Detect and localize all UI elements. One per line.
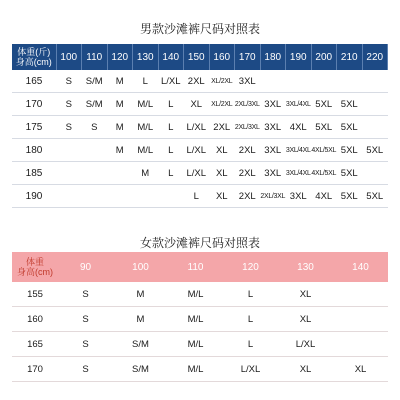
women-size-cell — [333, 332, 388, 357]
men-size-cell: L/XL — [184, 116, 210, 139]
women-weight-header: 120 — [223, 252, 278, 282]
men-size-cell — [56, 162, 82, 185]
men-size-cell: 3XL — [260, 162, 286, 185]
men-size-cell: 2XL/3XL — [235, 116, 261, 139]
women-size-cell — [333, 282, 388, 307]
men-size-cell: XL/2XL — [209, 93, 235, 116]
men-size-cell: 3XL/4XL — [286, 139, 312, 162]
men-size-cell: L — [184, 185, 210, 208]
women-table-row — [12, 282, 388, 307]
men-size-cell: L/XL — [184, 162, 210, 185]
men-size-cell: 2XL — [209, 116, 235, 139]
men-size-cell: 2XL — [184, 70, 210, 93]
men-size-cell: M — [133, 162, 159, 185]
women-size-cell: XL — [333, 357, 388, 382]
men-size-cell: S — [56, 93, 82, 116]
men-weight-header: 150 — [184, 44, 210, 70]
men-size-cell: S — [56, 116, 82, 139]
men-size-cell: 4XL — [311, 185, 337, 208]
men-size-cell: 5XL — [337, 116, 363, 139]
men-size-cell: 5XL — [337, 162, 363, 185]
men-height-cell: 170 — [12, 93, 56, 116]
men-size-cell: 5XL — [311, 93, 337, 116]
women-corner-weight-label: 体重 — [25, 257, 44, 267]
women-size-cell — [333, 307, 388, 332]
men-corner-weight-label: 体重(斤) — [17, 47, 51, 57]
women-size-cell: M/L — [168, 282, 223, 307]
men-size-cell: S — [56, 70, 82, 93]
women-weight-header: 140 — [333, 252, 388, 282]
men-corner-header — [12, 44, 56, 70]
men-size-cell: 4XL — [286, 116, 312, 139]
men-size-cell: S — [82, 116, 108, 139]
women-corner-height-label: 身高(cm) — [17, 267, 53, 277]
men-size-cell — [56, 185, 82, 208]
men-size-cell: 5XL — [362, 139, 388, 162]
women-size-cell: S — [58, 332, 113, 357]
women-size-cell: S — [58, 357, 113, 382]
women-size-cell: S/M — [113, 332, 168, 357]
women-weight-header: 110 — [168, 252, 223, 282]
men-size-cell — [56, 139, 82, 162]
men-weight-header: 120 — [107, 44, 133, 70]
men-size-cell: L — [133, 70, 159, 93]
men-size-cell: XL — [209, 139, 235, 162]
men-weight-header: 130 — [133, 44, 159, 70]
men-size-cell — [158, 185, 184, 208]
women-size-cell: L — [223, 282, 278, 307]
men-size-cell — [133, 185, 159, 208]
women-size-cell: XL — [278, 307, 333, 332]
women-table-row — [12, 357, 388, 382]
men-weight-header: 180 — [260, 44, 286, 70]
men-size-cell: S/M — [82, 70, 108, 93]
men-size-cell — [362, 93, 388, 116]
men-size-cell: 5XL — [362, 185, 388, 208]
men-height-cell: 165 — [12, 70, 56, 93]
women-size-cell: M — [113, 307, 168, 332]
men-size-cell: L — [158, 139, 184, 162]
women-size-cell: M/L — [168, 357, 223, 382]
men-table-row — [12, 185, 388, 208]
men-size-cell — [82, 162, 108, 185]
men-size-cell: 2XL — [235, 162, 261, 185]
men-size-cell: 2XL — [235, 185, 261, 208]
women-height-cell: 160 — [12, 307, 58, 332]
women-weight-header: 100 — [113, 252, 168, 282]
men-size-cell: L — [158, 162, 184, 185]
men-size-cell: M — [107, 93, 133, 116]
men-height-cell: 180 — [12, 139, 56, 162]
men-size-cell: XL — [184, 93, 210, 116]
men-size-cell: 3XL — [260, 116, 286, 139]
women-size-cell: S — [58, 282, 113, 307]
men-weight-header: 220 — [362, 44, 388, 70]
men-table-row — [12, 70, 388, 93]
women-size-cell: S/M — [113, 357, 168, 382]
women-size-cell: XL — [278, 282, 333, 307]
men-size-cell: 5XL — [311, 116, 337, 139]
men-size-cell: 3XL — [260, 93, 286, 116]
men-size-cell: XL — [209, 185, 235, 208]
men-size-cell: L/XL — [158, 70, 184, 93]
women-size-cell: XL — [278, 357, 333, 382]
women-size-table — [12, 252, 388, 382]
women-table-row — [12, 332, 388, 357]
men-size-cell — [362, 116, 388, 139]
men-size-cell: L — [158, 93, 184, 116]
men-size-cell: L/XL — [184, 139, 210, 162]
men-header-row — [12, 44, 388, 70]
women-corner-header — [12, 252, 58, 282]
men-table-row — [12, 162, 388, 185]
men-size-cell — [82, 185, 108, 208]
women-size-cell: M/L — [168, 332, 223, 357]
men-size-cell: M/L — [133, 116, 159, 139]
women-size-cell: S — [58, 307, 113, 332]
men-weight-header: 100 — [56, 44, 82, 70]
women-size-cell: M/L — [168, 307, 223, 332]
men-size-cell: 3XL/4XL — [286, 93, 312, 116]
men-size-cell — [362, 70, 388, 93]
men-weight-header: 190 — [286, 44, 312, 70]
men-size-cell: XL/2XL — [209, 70, 235, 93]
men-size-cell: M — [107, 70, 133, 93]
men-size-cell: 5XL — [337, 139, 363, 162]
women-chart-title: 女款沙滩裤尺码对照表 — [139, 236, 260, 250]
men-weight-header: 140 — [158, 44, 184, 70]
men-size-cell — [107, 185, 133, 208]
men-size-cell: 2XL/3XL — [260, 185, 286, 208]
men-size-table — [12, 44, 388, 208]
women-size-cell: L — [223, 307, 278, 332]
men-weight-header: 160 — [209, 44, 235, 70]
men-table-row — [12, 116, 388, 139]
men-size-cell: 2XL/3XL — [235, 93, 261, 116]
men-size-cell: 3XL/4XL — [286, 162, 312, 185]
men-size-cell: 5XL — [337, 93, 363, 116]
women-height-cell: 165 — [12, 332, 58, 357]
men-size-cell: 3XL — [260, 139, 286, 162]
men-size-cell: M — [107, 139, 133, 162]
men-size-cell: M — [107, 116, 133, 139]
men-weight-header: 110 — [82, 44, 108, 70]
women-weight-header: 130 — [278, 252, 333, 282]
men-size-cell: 5XL — [337, 185, 363, 208]
men-size-cell: M/L — [133, 93, 159, 116]
men-size-cell — [286, 70, 312, 93]
men-weight-header: 210 — [337, 44, 363, 70]
women-table-row — [12, 307, 388, 332]
women-header-row — [12, 252, 388, 282]
men-height-cell: 185 — [12, 162, 56, 185]
men-size-cell: L — [158, 116, 184, 139]
men-weight-header: 170 — [235, 44, 261, 70]
women-size-cell: L — [223, 332, 278, 357]
men-size-cell: XL — [209, 162, 235, 185]
men-size-cell: S/M — [82, 93, 108, 116]
men-size-cell: 3XL — [235, 70, 261, 93]
men-size-cell — [107, 162, 133, 185]
men-table-row — [12, 139, 388, 162]
women-height-cell: 155 — [12, 282, 58, 307]
women-weight-header: 90 — [58, 252, 113, 282]
men-weight-header: 200 — [311, 44, 337, 70]
women-size-cell: L/XL — [278, 332, 333, 357]
men-height-cell: 190 — [12, 185, 56, 208]
men-size-cell — [260, 70, 286, 93]
men-size-cell: 4XL/5XL — [311, 162, 337, 185]
men-size-cell: 4XL/5XL — [311, 139, 337, 162]
men-chart-title: 男款沙滩裤尺码对照表 — [139, 22, 260, 36]
men-size-cell: 2XL — [235, 139, 261, 162]
women-height-cell: 170 — [12, 357, 58, 382]
men-size-cell — [82, 139, 108, 162]
men-size-cell: 3XL — [286, 185, 312, 208]
men-size-cell — [362, 162, 388, 185]
men-size-cell: M/L — [133, 139, 159, 162]
men-corner-height-label: 身高(cm) — [15, 57, 52, 67]
men-height-cell: 175 — [12, 116, 56, 139]
men-size-cell — [311, 70, 337, 93]
men-size-cell — [337, 70, 363, 93]
women-size-cell: M — [113, 282, 168, 307]
women-size-cell: L/XL — [223, 357, 278, 382]
men-table-row — [12, 93, 388, 116]
